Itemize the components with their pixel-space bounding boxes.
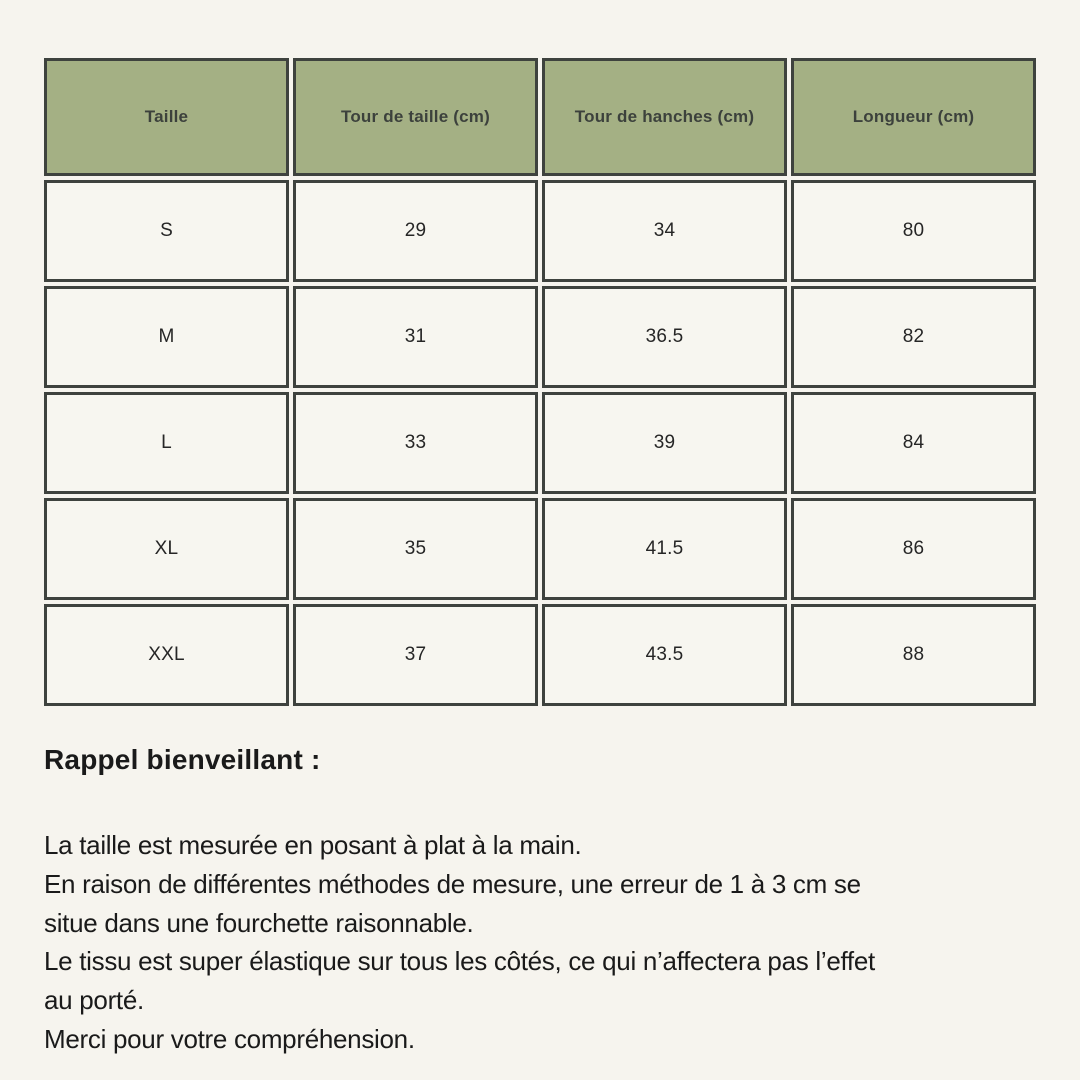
waist-cell-m: 31	[293, 286, 538, 388]
hips-cell-m: 36.5	[542, 286, 787, 388]
note-title: Rappel bienveillant :	[44, 744, 321, 775]
size-cell-xl: XL	[44, 498, 289, 600]
note-line: situe dans une fourchette raisonnable.	[44, 907, 474, 938]
size-cell-xxl: XXL	[44, 604, 289, 706]
header-cell-longueur: Longueur (cm)	[791, 58, 1036, 176]
length-cell-l: 84	[791, 392, 1036, 494]
hips-cell-xl: 41.5	[542, 498, 787, 600]
size-chart-table	[44, 58, 1036, 706]
waist-cell-l: 33	[293, 392, 538, 494]
waist-cell-xl: 35	[293, 498, 538, 600]
size-cell-l: L	[44, 392, 289, 494]
size-cell-s: S	[44, 180, 289, 282]
header-cell-taille: Taille	[44, 58, 289, 176]
note-body	[44, 826, 1044, 1059]
length-cell-xl: 86	[791, 498, 1036, 600]
length-cell-s: 80	[791, 180, 1036, 282]
note-line: Merci pour votre compréhension.	[44, 1023, 415, 1054]
note-line: La taille est mesurée en posant à plat à la main.	[44, 830, 582, 860]
length-cell-m: 82	[791, 286, 1036, 388]
waist-cell-s: 29	[293, 180, 538, 282]
note-line: au porté.	[44, 985, 144, 1016]
waist-cell-xxl: 37	[293, 604, 538, 706]
header-cell-tour-de-hanches: Tour de hanches (cm)	[542, 58, 787, 176]
header-cell-tour-de-taille: Tour de taille (cm)	[293, 58, 538, 176]
note-line: Le tissu est super élastique sur tous les côtés, ce qui n’affectera pas l’effet	[44, 946, 875, 977]
hips-cell-l: 39	[542, 392, 787, 494]
note-section	[44, 744, 1044, 1059]
length-cell-xxl: 88	[791, 604, 1036, 706]
hips-cell-s: 34	[542, 180, 787, 282]
size-cell-m: M	[44, 286, 289, 388]
hips-cell-xxl: 43.5	[542, 604, 787, 706]
note-line: En raison de différentes méthodes de mesure, une erreur de 1 à 3 cm se	[44, 868, 861, 899]
